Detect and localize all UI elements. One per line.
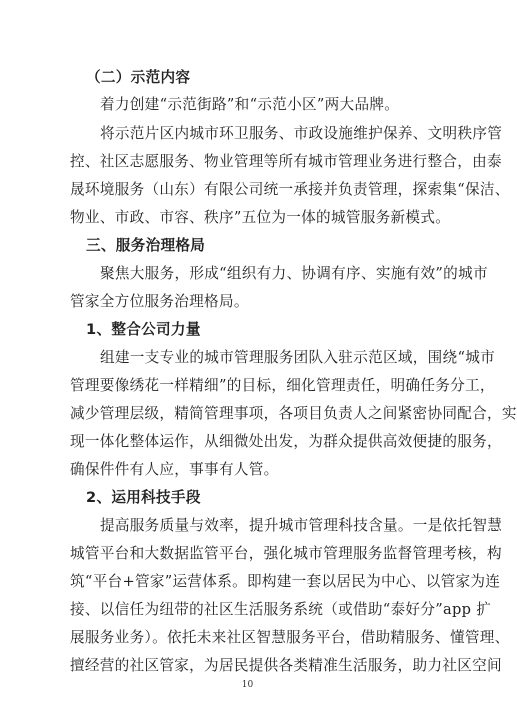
paragraph-line: 接、以信任为纽带的社区生活服务系统（或借助“泰好分”app 扩 [70, 601, 492, 618]
paragraph-line: 物业、市政、市容、秩序”五位为一体的城管服务新模式。 [70, 209, 451, 226]
paragraph-line: 管理要像绣花一样精细”的目标，细化管理责任，明确任务分工， [70, 377, 495, 394]
section-heading-demo-content: （二）示范内容 [86, 69, 191, 86]
paragraph-line: 现一体化整体运作，从细微处出发，为群众提供高效便捷的服务， [70, 433, 502, 450]
paragraph-line: 控、社区志愿服务、物业管理等所有城市管理业务进行整合，由泰 [70, 153, 502, 170]
page-number: 10 [241, 680, 254, 690]
section-heading-governance: 三、服务治理格局 [86, 237, 206, 254]
paragraph-line: 着力创建“示范街路”和“示范小区”两大品牌。 [100, 96, 400, 113]
paragraph-line: 管家全方位服务治理格局。 [70, 293, 249, 310]
subsection-heading-integrate: 1、整合公司力量 [86, 321, 201, 338]
paragraph-line: 晟环境服务（山东）有限公司统一承接并负责管理，探索集“保洁、 [70, 181, 510, 198]
paragraph-line: 筑“平台+管家”运营体系。即构建一套以居民为中心、以管家为连 [70, 573, 501, 590]
paragraph-line: 组建一支专业的城市管理服务团队入驻示范区域，围绕“城市 [100, 349, 496, 366]
subsection-heading-technology: 2、运用科技手段 [86, 489, 201, 506]
paragraph-line: 擅经营的社区管家，为居民提供各类精准生活服务，助力社区空间 [70, 657, 502, 674]
paragraph-line: 城管平台和大数据监管平台，强化城市管理服务监督管理考核，构 [70, 545, 502, 562]
paragraph-line: 展服务业务）。依托未来社区智慧服务平台，借助精服务、懂管理、 [70, 629, 510, 646]
paragraph-line: 将示范片区内城市环卫服务、市政设施维护保养、文明秩序管 [100, 125, 503, 142]
paragraph-line: 确保件件有人应，事事有人管。 [70, 461, 279, 478]
paragraph-line: 聚焦大服务，形成“组织有力、协调有序、实施有效”的城市 [100, 265, 488, 282]
paragraph-line: 提高服务质量与效率，提升城市管理科技含量。一是依托智慧 [100, 517, 503, 534]
paragraph-line: 减少管理层级，精简管理事项，各项目负责人之间紧密协同配合，实 [70, 405, 517, 422]
